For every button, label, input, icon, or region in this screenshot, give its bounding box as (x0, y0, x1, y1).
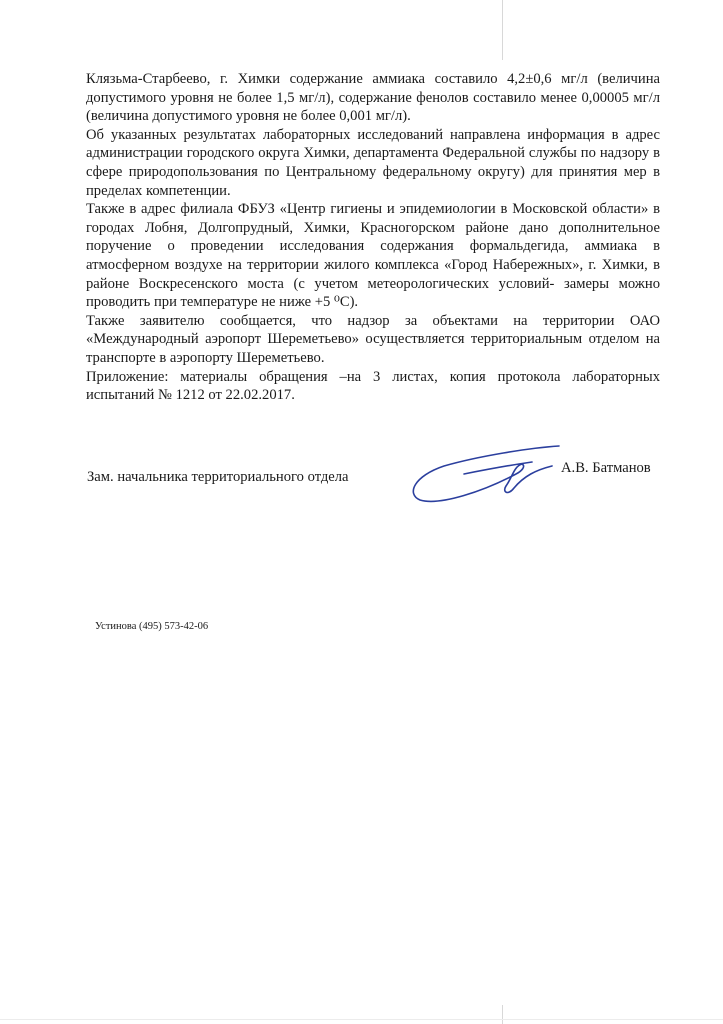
paragraph-attachment: Приложение: материалы обращения –на 3 листах, копия протокола лабораторных испытаний № 1212 от 22.02.2017. (86, 368, 660, 404)
paragraph-additional-order: Также в адрес филиала ФБУЗ «Центр гигиены и эпидемиологии в Московской области» в городах Лобня, Долгопрудный, Химки, Красногорском районе дано дополнительное поручение о проведении исследования содержания формальдегида, аммиака в атмосферном воздухе на территории жилого комплекса «Город Набережных», г. Химки, в районе Воскресенского моста (с учетом метеорологических условий- замеры можно проводить при температуре не ниже +5 ⁰С). (86, 201, 660, 311)
paragraph-ammonia-results: Клязьма-Старбеево, г. Химки содержание аммиака составило 4,2±0,6 мг/л (величина допустимого уровня не более 1,5 мг/л), содержание фенолов составило менее 0,00005 мг/л (величина допустимого уровня не более 0,001 мг/л). (86, 71, 660, 125)
signatory-name: А.В. Батманов (561, 460, 651, 476)
letter-body (86, 70, 660, 405)
paragraph-airport-supervision: Также заявителю сообщается, что надзор за объектами на территории ОАО «Международный аэропорт Шереметьево» осуществляется территориальным отделом на транспорте в аэропорту Шереметьево. (86, 312, 660, 366)
executor-contact: Устинова (495) 573-42-06 (95, 621, 209, 632)
signatory-title: Зам. начальника территориального отдела (87, 469, 349, 485)
handwritten-signature (404, 436, 564, 508)
paragraph-information-sent: Об указанных результатах лабораторных исследований направлена информация в адрес администрации городского округа Химки, департамента Федеральной службы по надзору в сфере природопользования по Центральному федеральному округу) для принятия мер в пределах компетенции. (86, 126, 660, 199)
scan-edge-line (0, 1019, 723, 1020)
scan-edge-line (502, 0, 503, 60)
scan-edge-line (502, 1005, 503, 1024)
